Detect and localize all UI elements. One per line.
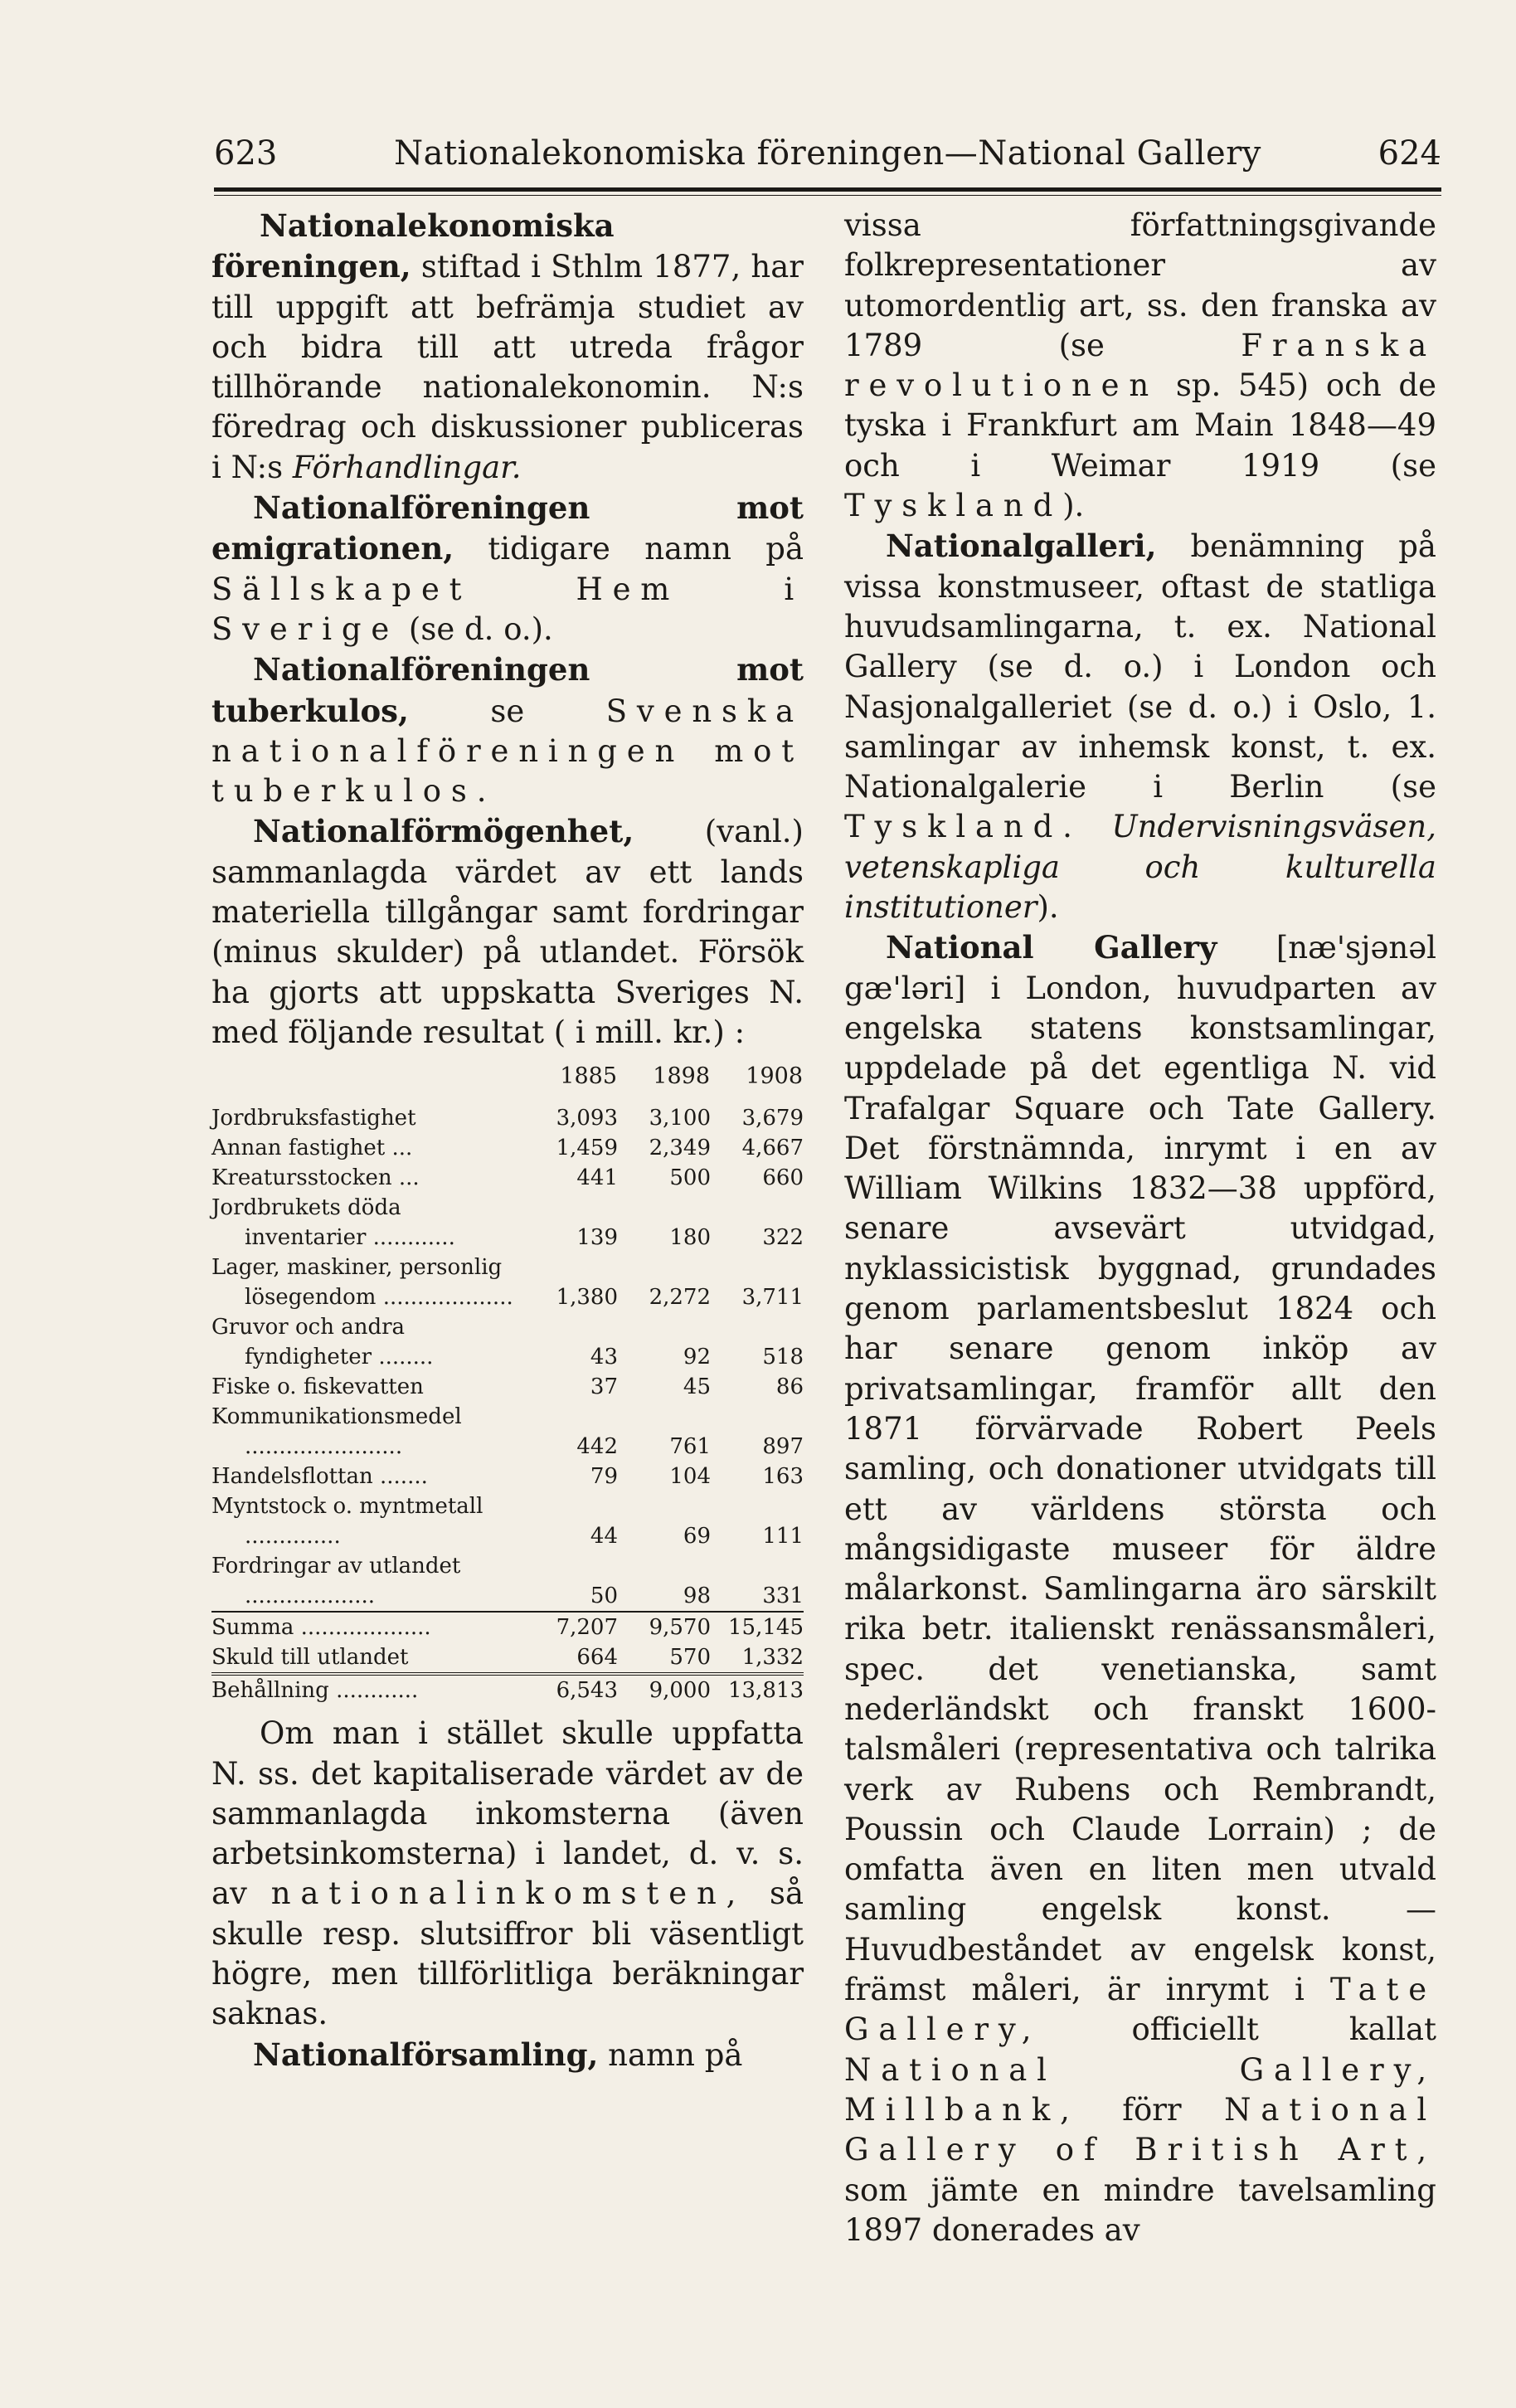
entry-nationalformogenhet — [211, 811, 804, 1053]
cell: 7,207 — [525, 1612, 618, 1642]
table-row — [211, 1491, 804, 1551]
table-row — [211, 1462, 804, 1491]
table-row — [211, 1193, 804, 1253]
row-label: Jordbrukets döda inventarier ............ — [211, 1195, 455, 1251]
cell: 500 — [669, 1165, 711, 1191]
entry-text: så skulle resp. slutsiffror bli väsentligt högre, men tillförlitliga beräkningar saknas. — [211, 1875, 804, 2032]
headword: Nationalförsamling, — [253, 2036, 599, 2073]
cell: 3,679 — [741, 1106, 804, 1131]
entry-text: Om man i stället skulle uppfatta N. ss. det kapitaliserade värdet av de sammanlagda inkomsterna (även arbetsinkomsterna) i landet, d. v. s. av — [211, 1715, 804, 1912]
row-label: Kreatursstocken ... — [211, 1165, 420, 1191]
entry-italic: Förhandlingar. — [292, 449, 522, 485]
entry-nationalforsamling-cont — [844, 206, 1436, 526]
row-label: Kommunikationsmedel ....................... — [211, 1404, 462, 1460]
table-row — [211, 1551, 804, 1612]
entry-text: som jämte en mindre tavelsamling 1897 donerades av — [844, 2172, 1436, 2248]
cell: 4,667 — [741, 1136, 804, 1161]
running-title: Nationalekonomiska föreningen—National Gallery — [394, 134, 1261, 173]
cell: 660 — [762, 1165, 804, 1191]
cell: 69 — [683, 1524, 711, 1549]
cell: 2,349 — [649, 1136, 711, 1161]
row-label: Jordbruksfastighet — [211, 1106, 416, 1131]
row-label: Handelsflottan ....... — [211, 1464, 428, 1490]
entry-spaced: Franska revolutionen — [844, 327, 1436, 404]
entry-spaced: Sällskapet Hem i Sverige — [211, 571, 804, 647]
entry-spaced: Tate Gallery, — [844, 1972, 1436, 2048]
cell: 442 — [576, 1434, 618, 1460]
entry-text: ). — [1037, 889, 1059, 926]
cell: 15,145 — [711, 1612, 804, 1642]
row-label: Myntstock o. myntmetall .............. — [211, 1494, 483, 1549]
entry-national-gallery — [844, 927, 1436, 2250]
row-label: Annan fastighet ... — [211, 1136, 413, 1161]
cell: 6,543 — [525, 1674, 618, 1705]
cell: 570 — [669, 1645, 711, 1671]
entry-text: ). — [1062, 488, 1085, 524]
cell: 98 — [683, 1583, 711, 1609]
cell: 2,272 — [649, 1285, 711, 1311]
row-label: Gruvor och andra fyndigheter ........ — [211, 1315, 434, 1370]
entry-spaced: Svenska nationalföreningen mot tuberkulos. — [211, 693, 804, 810]
entry-text: [næ'sjənəl gæ'ləri] i London, huvudparten av engelska statens konstsamlingar, uppdelade på det egentliga N. vid Trafalgar Square och Tate Gallery. Det förstnämnda, inrymt i en av William Wilkins 1832—38 uppförd, senare avsevärt utvidgad, nyklassicistisk byggnad, grundades genom parlamentsbeslut 1824 och har senare genom inköp av privatsamlingar, framför allt den 1871 förvärvade Robert Peels samling, och donationer utvidgats till ett av världens största och mångsidigaste museer för äldre målarkonst. Samlingarna äro särskilt rika betr. italienskt renässansmåleri, spec. det venetianska, samt nederländskt och franskt 1600-talsmåleri (representativa och talrika verk av Rubens och Rembrandt, Poussin och Claude Lorrain) ; de omfatta även en liten men utvald samling engelsk konst. — Huvudbeståndet av engelsk konst, främst måleri, är inrymt i — [844, 930, 1436, 2008]
cell: 3,711 — [741, 1285, 804, 1311]
cell: 45 — [683, 1374, 711, 1400]
wealth-table — [211, 1061, 804, 1705]
table-row — [211, 1163, 804, 1193]
year-header: 1885 — [560, 1063, 617, 1090]
headword: Nationalföreningen mot tuberkulos, — [211, 651, 804, 729]
table-header-row — [211, 1061, 804, 1103]
entry-nationalforeningen-emigrationen — [211, 488, 804, 649]
cell: 518 — [762, 1345, 804, 1370]
cell: 897 — [762, 1434, 804, 1460]
cell: 9,570 — [618, 1612, 711, 1642]
headword: Nationalgalleri, — [886, 528, 1157, 565]
row-label: Summa ................... — [211, 1612, 525, 1642]
entry-text: förr — [1122, 2091, 1182, 2128]
headword: Nationalekonomiska föreningen, — [211, 207, 615, 285]
row-label: Lager, maskiner, personlig lösegendom ................... — [211, 1255, 513, 1311]
entry-text: vissa författningsgivande folkrepresentationer av utomordentlig art, ss. den franska av 1789 (se — [844, 207, 1436, 363]
year-header: 1898 — [653, 1063, 710, 1090]
entry-text: (vanl.) sammanlagda värdet av ett lands materiella tillgångar samt fordringar (minus skulder) på utlandet. Försök ha gjorts att uppskatta Sveriges N. med följande resultat ( i mill. kr.) : — [211, 814, 804, 1050]
entry-text: sp. 545) och de tyska i Frankfurt am Main 1848—49 och i Weimar 1919 (se — [844, 367, 1436, 484]
entry-spaced: National Gallery, Millbank, — [844, 2051, 1436, 2128]
table-row — [211, 1253, 804, 1312]
entry-text: tidigare namn på — [488, 531, 804, 567]
cell: 104 — [669, 1464, 711, 1490]
cell: 92 — [683, 1345, 711, 1370]
entry-nationalforeningen-tuberkulos — [211, 649, 804, 811]
running-header — [214, 124, 1441, 182]
entry-spaced: nationalinkomsten, — [270, 1875, 746, 1912]
entry-italic: Undervisningsväsen, vetenskapliga och kulturella institutioner — [844, 809, 1436, 926]
cell: 664 — [576, 1645, 618, 1671]
entry-spaced: Tyskland — [844, 488, 1063, 524]
table-row — [211, 1372, 804, 1402]
row-label: Behållning ............ — [211, 1674, 525, 1705]
cell: 1,332 — [741, 1645, 804, 1671]
entry-spaced: Tyskland. — [844, 809, 1082, 845]
cell: 180 — [669, 1225, 711, 1251]
headword: Nationalförmögenhet, — [253, 813, 634, 850]
entry-text: (se d. o.). — [408, 611, 553, 647]
cell: 44 — [590, 1524, 618, 1549]
left-column — [211, 206, 804, 2075]
summa-row — [211, 1612, 804, 1642]
cell: 9,000 — [618, 1674, 711, 1705]
cell: 322 — [762, 1225, 804, 1251]
table-row — [211, 1103, 804, 1133]
entry-text: benämning på vissa konstmuseer, oftast de statliga huvudsamlingarna, t. ex. National Gallery (se d. o.) i London och Nasjonalgalleriet (se d. o.) i Oslo, 1. samlingar av inhemsk konst, t. ex. Nationalgalerie i Berlin (se — [844, 528, 1436, 805]
cell: 1,380 — [556, 1285, 618, 1311]
right-column — [844, 206, 1436, 2250]
page-number-right: 624 — [1378, 134, 1441, 173]
table-row — [211, 1312, 804, 1372]
entry-nationalforsamling — [211, 2035, 804, 2075]
cell: 761 — [669, 1434, 711, 1460]
cell: 37 — [590, 1374, 618, 1400]
cell: 50 — [590, 1583, 618, 1609]
page-number-left: 623 — [214, 134, 278, 173]
entry-spaced: National Gallery of British Art, — [844, 2091, 1437, 2168]
cell: 441 — [576, 1165, 618, 1191]
entry-text: officiellt kallat — [1131, 2012, 1436, 2048]
table-row — [211, 1133, 804, 1163]
row-label: Fordringar av utlandet ................... — [211, 1554, 461, 1609]
headword: Nationalföreningen mot emigrationen, — [211, 489, 804, 567]
cell: 86 — [775, 1374, 804, 1400]
cell: 13,813 — [711, 1674, 804, 1705]
row-label: Fiske o. fiskevatten — [211, 1374, 424, 1400]
cell: 3,100 — [649, 1106, 711, 1131]
entry-nationalekonomiska-foreningen — [211, 206, 804, 488]
entry-nationalgalleri — [844, 526, 1436, 927]
cell: 1,459 — [556, 1136, 618, 1161]
table-row — [211, 1402, 804, 1462]
entry-text: namn på — [608, 2036, 743, 2073]
cell: 79 — [590, 1464, 618, 1490]
cell: 3,093 — [556, 1106, 618, 1131]
entry-text: stiftad i Sthlm 1877, har till uppgift att befrämja studiet av och bidra till att utreda frågor tillhörande nationalekonomin. N:s föredrag och diskussioner publiceras i N:s — [211, 249, 804, 485]
cell: 331 — [762, 1583, 804, 1609]
cell: 139 — [576, 1225, 618, 1251]
cell: 163 — [762, 1464, 804, 1490]
behallning-row — [211, 1674, 804, 1705]
header-rule-thin — [214, 195, 1441, 196]
row-label: Skuld till utlandet — [211, 1645, 409, 1671]
cell: 111 — [762, 1524, 804, 1549]
entry-continuation — [211, 1714, 804, 2034]
headword: National Gallery — [886, 929, 1217, 966]
cell: 43 — [590, 1345, 618, 1370]
skuld-row — [211, 1642, 804, 1674]
entry-text: se — [490, 693, 525, 729]
header-rule-thick — [214, 187, 1441, 192]
year-header: 1908 — [746, 1063, 803, 1090]
